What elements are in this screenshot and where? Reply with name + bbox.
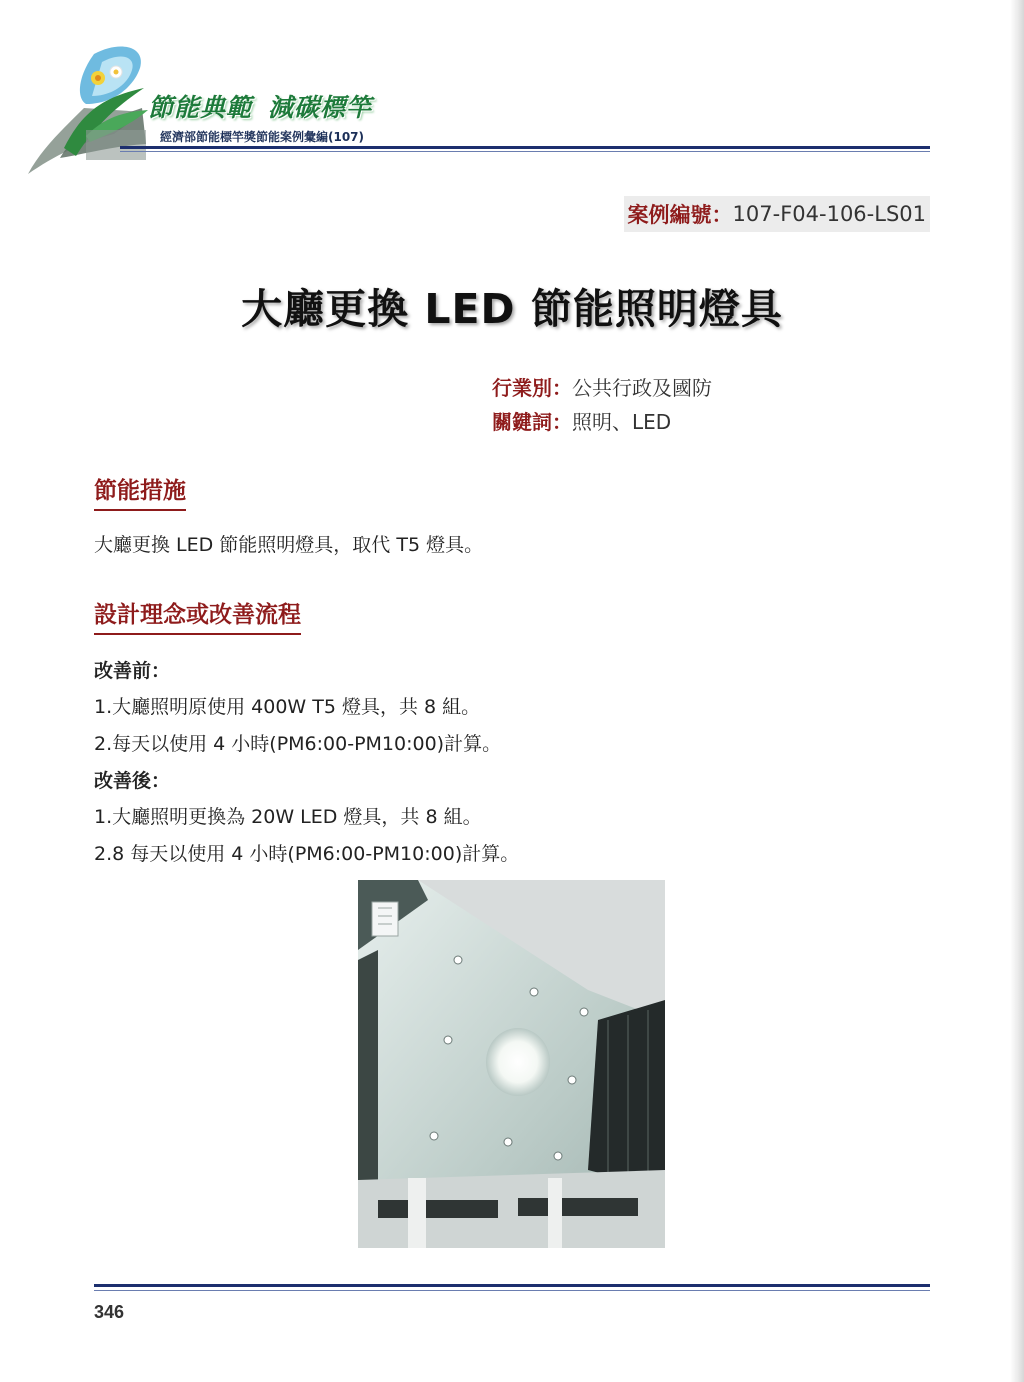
case-number <box>624 196 930 232</box>
measures-text: 大廳更換 LED 節能照明燈具，取代 T5 燈具。 <box>94 534 484 556</box>
logo-title: 節能典範 減碳標竿 <box>148 93 373 122</box>
industry-label: 行業別： <box>492 376 572 400</box>
after-item: 2.8 每天以使用 4 小時(PM6:00-PM10:00)計算。 <box>94 843 520 865</box>
after-heading: 改善後： <box>94 770 171 792</box>
before-heading: 改善前： <box>94 660 171 682</box>
after-item: 1.大廳照明更換為 20W LED 燈具，共 8 組。 <box>94 806 482 828</box>
header-rule-thin <box>120 151 930 152</box>
footer-rule <box>94 1284 930 1287</box>
before-item: 2.每天以使用 4 小時(PM6:00-PM10:00)計算。 <box>94 733 502 755</box>
before-item: 1.大廳照明原使用 400W T5 燈具，共 8 組。 <box>94 696 481 718</box>
section-heading-measures: 節能措施 <box>94 472 186 511</box>
industry-value: 公共行政及國防 <box>572 376 712 400</box>
logo-subtitle: 經濟部節能標竿獎節能案例彙編(107) <box>160 130 365 144</box>
footer-rule-thin <box>94 1290 930 1291</box>
case-number-label: 案例編號： <box>627 203 733 227</box>
section-heading-design: 設計理念或改善流程 <box>94 596 301 635</box>
header-rule <box>120 146 930 149</box>
industry-row <box>492 372 712 401</box>
lobby-ceiling-photo <box>358 880 665 1248</box>
case-number-value: 107-F04-106-LS01 <box>732 202 926 226</box>
page-edge-shadow <box>1010 0 1024 1382</box>
page-title: 大廳更換 LED 節能照明燈具 <box>241 285 783 333</box>
keywords-row <box>492 406 671 435</box>
keywords-value: 照明、LED <box>572 410 672 434</box>
keywords-label: 關鍵詞： <box>492 410 572 434</box>
page-number: 346 <box>94 1302 125 1322</box>
